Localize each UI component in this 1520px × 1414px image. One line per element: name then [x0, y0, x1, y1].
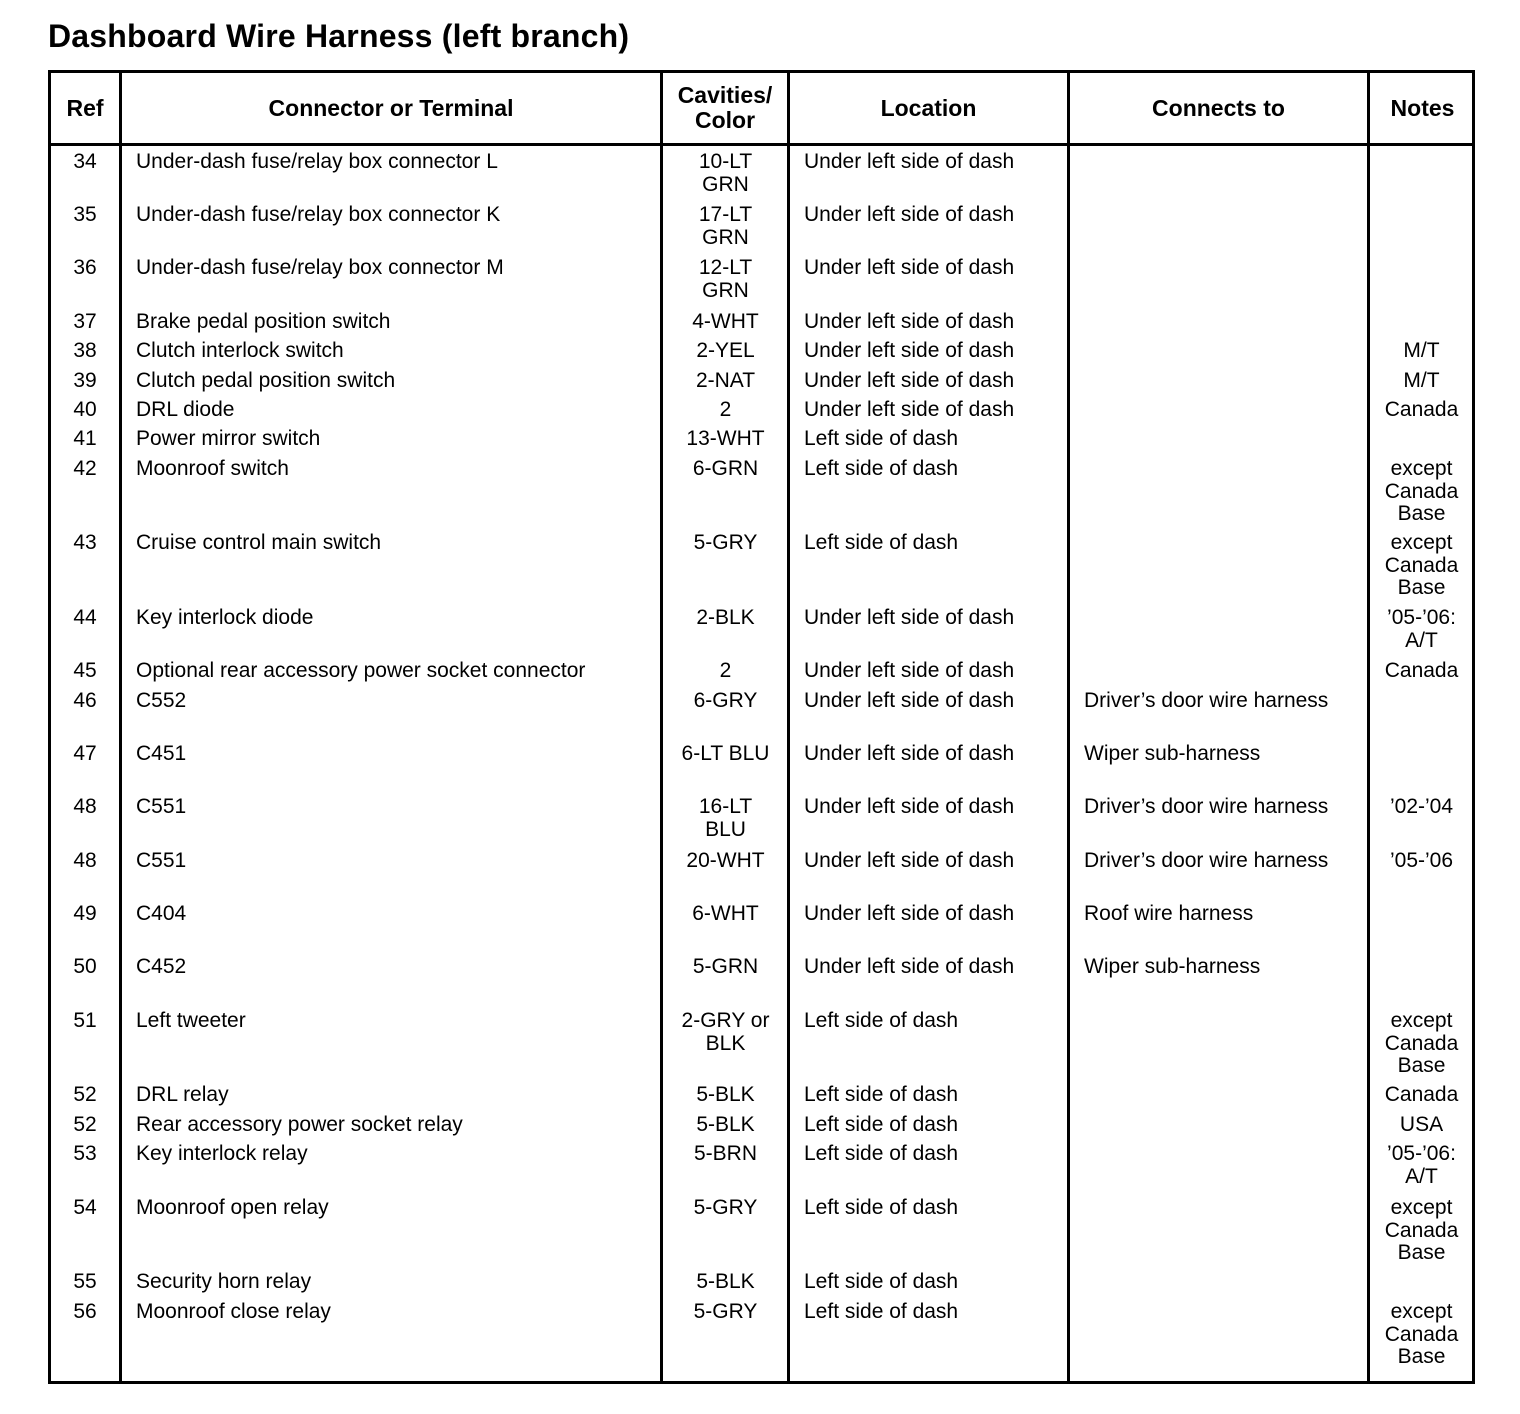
cell-cavities: 2 [719, 398, 732, 421]
cell-cavities: 17-LT GRN [698, 203, 753, 249]
cell-connects-to: Driver’s door wire harness [1084, 689, 1329, 712]
cell-location: Under left side of dash [804, 606, 1015, 629]
cell-ref: 45 [73, 659, 97, 682]
cell-cavities: 5-BLK [696, 1083, 755, 1106]
cell-cavities: 5-BLK [696, 1270, 755, 1293]
cell-connector: Under-dash fuse/relay box connector M [136, 256, 504, 279]
cell-location: Left side of dash [804, 531, 959, 554]
cell-ref: 49 [73, 902, 97, 925]
cell-cavities: 5-GRY [693, 1300, 758, 1323]
cell-connector: DRL diode [136, 398, 235, 421]
cell-connector: Security horn relay [136, 1270, 312, 1293]
cell-ref: 34 [73, 150, 97, 173]
cell-cavities: 6-LT BLU [681, 742, 770, 765]
cell-connector: C452 [136, 955, 187, 978]
cell-ref: 51 [73, 1009, 97, 1032]
cell-cavities: 5-GRY [693, 1196, 758, 1219]
cell-connector: Clutch interlock switch [136, 339, 344, 362]
cell-connector: Under-dash fuse/relay box connector K [136, 203, 501, 226]
cell-ref: 46 [73, 689, 97, 712]
cell-ref: 48 [73, 849, 97, 872]
cell-location: Left side of dash [804, 427, 959, 450]
header-location: Location [880, 94, 977, 121]
cell-connector: Moonroof open relay [136, 1196, 329, 1219]
cell-ref: 48 [73, 795, 97, 818]
cell-connector: Moonroof switch [136, 457, 289, 480]
harness-table [48, 70, 1475, 1384]
cell-cavities: 4-WHT [692, 310, 759, 333]
header-cavities [663, 73, 787, 143]
cell-cavities: 2-NAT [695, 369, 756, 392]
cell-notes: except Canada Base [1384, 1300, 1459, 1368]
cell-location: Under left side of dash [804, 849, 1015, 872]
cell-notes: ’05-’06: A/T [1387, 606, 1456, 652]
cell-connector: Rear accessory power socket relay [136, 1113, 463, 1136]
cell-cavities: 2-BLK [696, 606, 755, 629]
cell-connector: Key interlock relay [136, 1142, 308, 1165]
cell-location: Left side of dash [804, 1196, 959, 1219]
cell-ref: 47 [73, 742, 97, 765]
header-notes: Notes [1390, 94, 1455, 121]
cell-location: Under left side of dash [804, 398, 1015, 421]
header-divider [51, 143, 1472, 146]
cell-notes: Canada [1384, 398, 1459, 421]
cell-location: Under left side of dash [804, 369, 1015, 392]
header-connects-to: Connects to [1152, 94, 1285, 121]
cell-location: Under left side of dash [804, 256, 1015, 279]
cell-connector: C551 [136, 795, 187, 818]
cell-notes: ’02-’04 [1389, 795, 1454, 818]
cell-connects-to: Roof wire harness [1084, 902, 1254, 925]
cell-cavities: 13-WHT [686, 427, 765, 450]
cell-connector: Power mirror switch [136, 427, 321, 450]
cell-notes: M/T [1403, 369, 1440, 392]
cell-notes: except Canada Base [1384, 531, 1459, 599]
header-ref: Ref [66, 94, 104, 121]
cell-connects-to: Wiper sub-harness [1084, 742, 1261, 765]
cell-cavities: 20-WHT [686, 849, 765, 872]
cell-connector: C552 [136, 689, 187, 712]
cell-connector: Brake pedal position switch [136, 310, 391, 333]
cell-cavities: 6-GRN [692, 457, 759, 480]
cell-ref: 43 [73, 531, 97, 554]
cell-connects-to: Wiper sub-harness [1084, 955, 1261, 978]
cell-connector: DRL relay [136, 1083, 229, 1106]
cell-ref: 50 [73, 955, 97, 978]
cell-cavities: 6-GRY [693, 689, 758, 712]
cell-ref: 54 [73, 1196, 97, 1219]
header-cavities-line1: Cavities/ [677, 82, 773, 108]
cell-ref: 55 [73, 1270, 97, 1293]
cell-location: Under left side of dash [804, 339, 1015, 362]
cell-cavities: 10-LT GRN [698, 150, 753, 196]
cell-ref: 38 [73, 339, 97, 362]
cell-ref: 56 [73, 1300, 97, 1323]
cell-location: Under left side of dash [804, 150, 1015, 173]
cell-ref: 36 [73, 256, 97, 279]
cell-connector: Moonroof close relay [136, 1300, 331, 1323]
cell-cavities: 5-GRY [693, 531, 758, 554]
cell-ref: 41 [73, 427, 97, 450]
cell-location: Under left side of dash [804, 203, 1015, 226]
cell-notes: except Canada Base [1384, 1009, 1459, 1077]
cell-notes: except Canada Base [1384, 457, 1459, 525]
cell-cavities: 2-YEL [696, 339, 755, 362]
cell-location: Under left side of dash [804, 659, 1015, 682]
cell-ref: 53 [73, 1142, 97, 1165]
cell-cavities: 2-GRY or BLK [681, 1009, 770, 1055]
cell-location: Under left side of dash [804, 955, 1015, 978]
cell-notes: except Canada Base [1384, 1196, 1459, 1264]
page-title: Dashboard Wire Harness (left branch) [48, 18, 630, 54]
cell-ref: 35 [73, 203, 97, 226]
cell-notes: Canada [1384, 1083, 1459, 1106]
cell-location: Under left side of dash [804, 689, 1015, 712]
cell-location: Under left side of dash [804, 902, 1015, 925]
cell-location: Left side of dash [804, 1142, 959, 1165]
cell-connects-to: Driver’s door wire harness [1084, 849, 1329, 872]
cell-ref: 52 [73, 1113, 97, 1136]
cell-cavities: 16-LT BLU [698, 795, 753, 841]
cell-cavities: 2 [719, 659, 732, 682]
cell-connector: Cruise control main switch [136, 531, 382, 554]
cell-cavities: 5-GRN [692, 955, 759, 978]
cell-cavities: 12-LT GRN [698, 256, 753, 302]
cell-connector: Key interlock diode [136, 606, 314, 629]
cell-location: Left side of dash [804, 1009, 959, 1032]
cell-notes: ’05-’06: A/T [1387, 1142, 1456, 1188]
cell-cavities: 5-BLK [696, 1113, 755, 1136]
cell-ref: 52 [73, 1083, 97, 1106]
cell-connector: C404 [136, 902, 187, 925]
cell-connector: Left tweeter [136, 1009, 246, 1032]
cell-ref: 42 [73, 457, 97, 480]
cell-cavities: 6-WHT [692, 902, 759, 925]
cell-location: Under left side of dash [804, 742, 1015, 765]
cell-connector: C551 [136, 849, 187, 872]
cell-notes: ’05-’06 [1389, 849, 1454, 872]
cell-connector: Under-dash fuse/relay box connector L [136, 150, 498, 173]
cell-location: Left side of dash [804, 1300, 959, 1323]
cell-location: Left side of dash [804, 1113, 959, 1136]
cell-notes: Canada [1384, 659, 1459, 682]
cell-connector: Optional rear accessory power socket connector [136, 659, 586, 682]
header-cavities-line2: Color [694, 107, 756, 133]
cell-location: Left side of dash [804, 1270, 959, 1293]
cell-notes: M/T [1403, 339, 1440, 362]
column-divider [119, 73, 122, 1381]
cell-connector: C451 [136, 742, 187, 765]
cell-cavities: 5-BRN [693, 1142, 757, 1165]
cell-connects-to: Driver’s door wire harness [1084, 795, 1329, 818]
cell-location: Under left side of dash [804, 795, 1015, 818]
cell-notes: USA [1399, 1113, 1444, 1136]
cell-connector: Clutch pedal position switch [136, 369, 396, 392]
header-connector: Connector or Terminal [268, 94, 514, 121]
cell-location: Left side of dash [804, 1083, 959, 1106]
cell-location: Left side of dash [804, 457, 959, 480]
cell-ref: 37 [73, 310, 97, 333]
cell-ref: 44 [73, 606, 97, 629]
cell-ref: 39 [73, 369, 97, 392]
cell-location: Under left side of dash [804, 310, 1015, 333]
cell-ref: 40 [73, 398, 97, 421]
